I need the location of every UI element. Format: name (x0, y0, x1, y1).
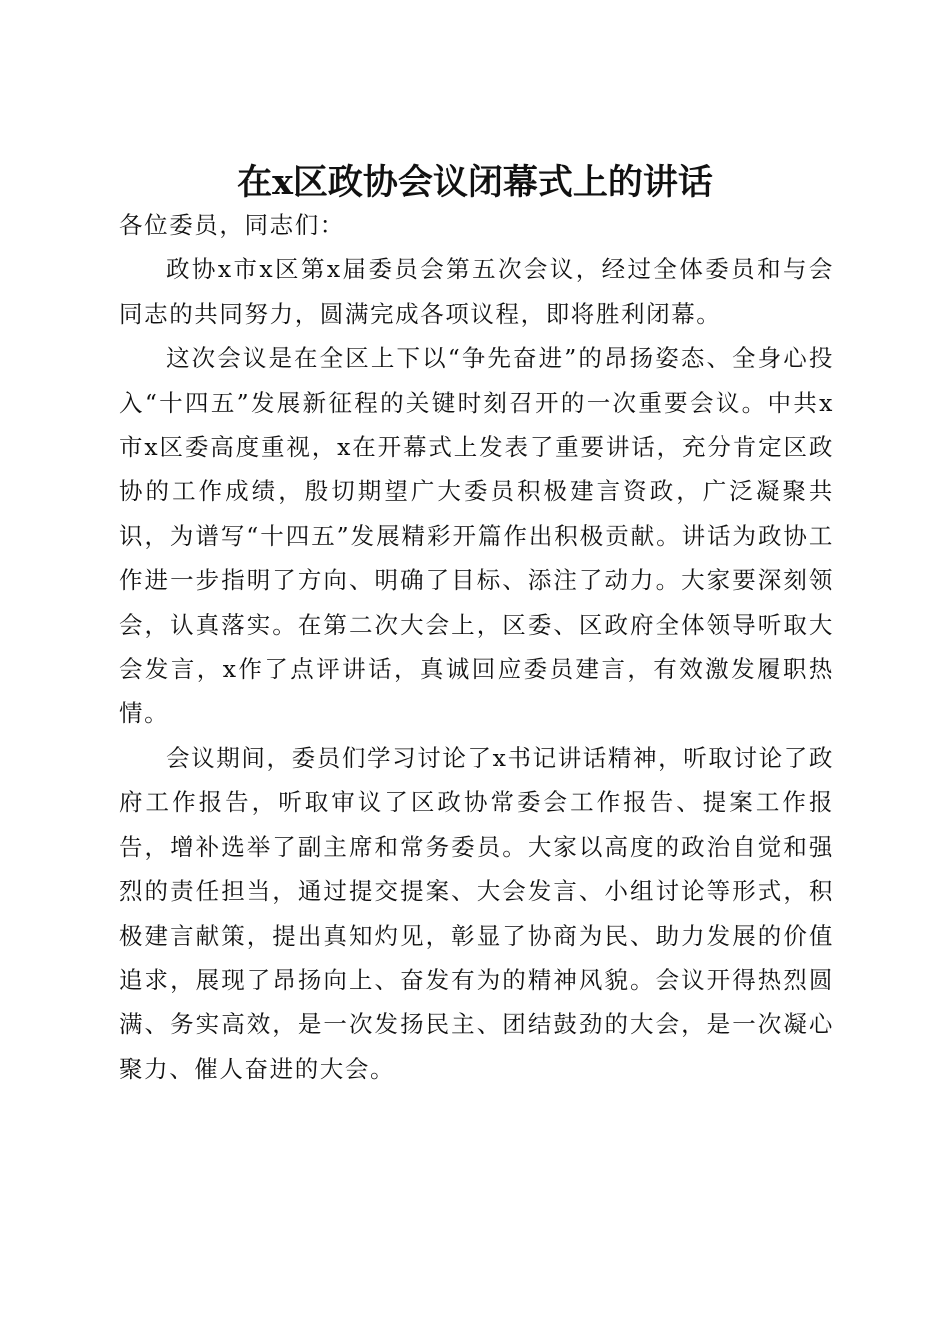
salutation: 各位委员，同志们： (119, 211, 345, 239)
document-title: 在x区政协会议闭幕式上的讲话 (237, 162, 713, 204)
paragraph-opening: 政协x市x区第x届委员会第五次会议，经过全体委员和与会同志的共同努力，圆满完成各项议程，即将胜利闭幕。 (119, 255, 834, 328)
document-body (119, 203, 834, 1091)
paragraph-meeting-significance: 这次会议是在全区上下以“争先奋进”的昂扬姿态、全身心投入“十四五”发展新征程的关键时刻召开的一次重要会议。中共x市x区委高度重视，x在开幕式上发表了重要讲话，充分肯定区政协的工作成绩，殷切期望广大委员积极建言资政，广泛凝聚共识，为谱写“十四五”发展精彩开篇作出积极贡献。讲话为政协工作进一步指明了方向、明确了目标、添注了动力。大家要深刻领会，认真落实。在第二次大会上，区委、区政府全体领导听取大会发言，x作了点评讲话，真诚回应委员建言，有效激发履职热情。 (119, 344, 834, 728)
paragraph-meeting-proceedings: 会议期间，委员们学习讨论了x书记讲话精神，听取讨论了政府工作报告，听取审议了区政协常委会工作报告、提案工作报告，增补选举了副主席和常务委员。大家以高度的政治自觉和强烈的责任担当，通过提交提案、大会发言、小组讨论等形式，积极建言献策，提出真知灼见，彰显了协商为民、助力发展的价值追求，展现了昂扬向上、奋发有为的精神风貌。会议开得热烈圆满、务实高效，是一次发扬民主、团结鼓劲的大会，是一次凝心聚力、催人奋进的大会。 (119, 743, 834, 1083)
